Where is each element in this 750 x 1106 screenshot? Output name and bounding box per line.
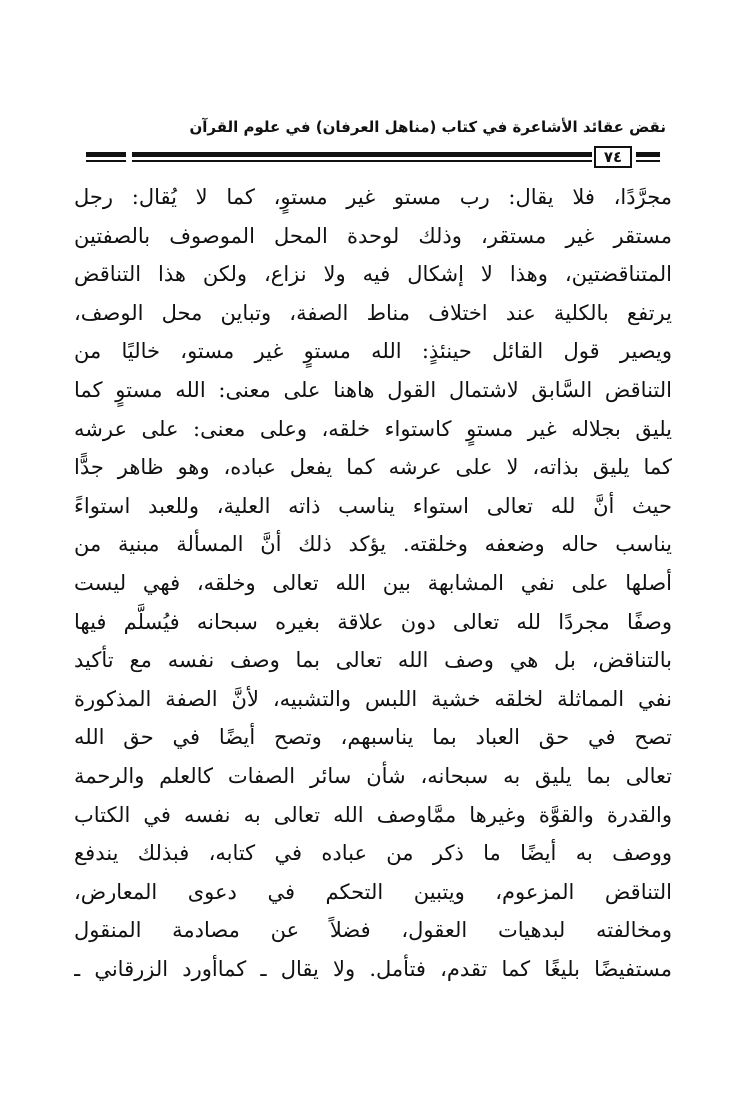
header-rule-thin (132, 160, 592, 162)
text-line: يناسب حاله وضعفه وخلقته. يؤكد ذلك أنَّ المسألة مبنية من (74, 532, 672, 557)
header-rule-right-thick (636, 152, 660, 157)
text-line: ويصير قول القائل حينئذٍ: الله مستوٍ غير مستو، خاليًا من (74, 339, 672, 364)
text-line: التناقض المزعوم، ويتبين التحكم في دعوى المعارض، (74, 879, 672, 904)
header-rule-thick (132, 152, 592, 157)
text-line: وصفًا مجردًا لله تعالى دون علاقة بغيره سبحانه فيُسلَّم فيها (74, 609, 672, 634)
text-line: نفي المماثلة لخلقه خشية اللبس والتشبيه، لأنَّ الصفة المذكورة (74, 686, 672, 711)
text-line: يليق بجلاله غير مستوٍ كاستواء خلقه، وعلى معنى: على عرشه (74, 416, 672, 441)
running-title: نقض عقائد الأشاعرة في كتاب (مناهل العرفان) في علوم القرآن (189, 118, 666, 136)
text-line: مستقر غير مستقر، وذلك لوحدة المحل الموصوف بالصفتين (74, 223, 672, 248)
text-line: كما يليق بذاته، لا على عرشه كما يفعل عباده، وهو ظاهر جدًّا (74, 455, 672, 480)
text-line: تعالى بما يليق به سبحانه، شأن سائر الصفات كالعلم والرحمة (74, 763, 672, 788)
header-rule-left-thick (86, 152, 126, 157)
text-line: بالتناقض، بل هي وصف الله تعالى بما وصف نفسه مع تأكيد (74, 648, 672, 673)
text-line: يرتفع بالكلية عند اختلاف مناط الصفة، وتباين محل الوصف، (74, 300, 672, 325)
body-text (74, 178, 672, 988)
text-line: تصح في حق العباد بما يناسبهم، وتصح أيضًا في حق الله (74, 725, 672, 750)
text-line: والقدرة والقوَّة وغيرها ممَّاوصف الله تعالى به نفسه في الكتاب (74, 802, 672, 827)
text-line: المتناقضتين، وهذا لا إشكال فيه ولا نزاع، ولكن هذا التناقض (74, 262, 672, 287)
text-line: مجرَّدًا، فلا يقال: رب مستو غير مستوٍ، كما لا يُقال: رجل (74, 185, 672, 209)
text-line: ووصف به أيضًا ما ذكر من عباده في كتابه، فبذلك يندفع (74, 841, 672, 866)
page-number: ٧٤ (594, 146, 632, 168)
text-line: ومخالفته لبدهيات العقول، فضلاً عن مصادمة المنقول (74, 918, 672, 943)
header-rule-right-thin (636, 160, 660, 162)
header-rule-left-thin (86, 160, 126, 162)
text-line: التناقض السَّابق لاشتمال القول هاهنا على معنى: الله مستوٍ كما (74, 377, 672, 402)
text-line: مستفيضًا بليغًا كما تقدم، فتأمل. ولا يقال ـ كماأورد الزرقاني ـ (74, 956, 672, 981)
text-line: حيث أنَّ لله تعالى استواء يناسب ذاته العلية، وللعبد استواءً (74, 493, 672, 518)
text-line: أصلها على نفي المشابهة بين الله تعالى وخلقه، فهي ليست (74, 570, 672, 595)
